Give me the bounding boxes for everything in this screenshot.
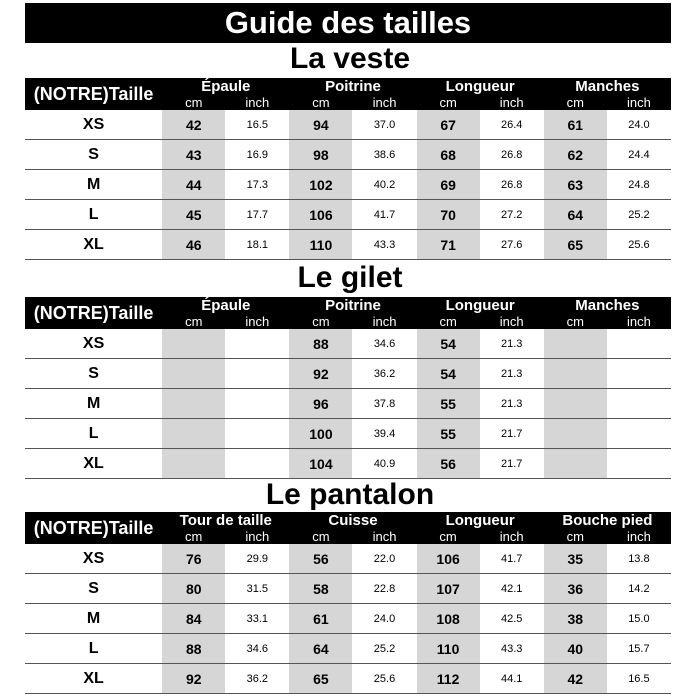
inch-value: 14.2 [607,574,671,604]
inch-value: 24.8 [607,170,671,200]
inch-value [607,389,671,419]
table-row [25,574,671,604]
inch-value: 26.4 [480,110,544,140]
table-row [25,359,671,389]
inch-value: 25.2 [607,200,671,230]
inch-value: 22.8 [352,574,416,604]
inch-value: 36.2 [352,359,416,389]
cm-value: 69 [417,170,480,200]
inch-value: 27.6 [480,230,544,260]
cm-value: 63 [544,170,607,200]
inch-value: 21.3 [480,389,544,419]
unit-inch-label: inch [352,95,416,110]
cm-value: 92 [162,664,225,694]
table-row [25,110,671,140]
cm-value: 65 [289,664,352,694]
measure-header: Longueur [417,512,544,529]
inch-value: 38.6 [352,140,416,170]
inch-value [607,329,671,359]
inch-value: 21.7 [480,449,544,479]
cm-value: 67 [417,110,480,140]
cm-value: 62 [544,140,607,170]
inch-value: 43.3 [352,230,416,260]
inch-value: 17.7 [225,200,289,230]
inch-value: 24.4 [607,140,671,170]
cm-value: 65 [544,230,607,260]
size-label: XS [25,544,162,574]
measure-header: Manches [544,297,671,314]
cm-value: 61 [289,604,352,634]
table-row [25,329,671,359]
inch-value: 16.5 [225,110,289,140]
inch-value: 27.2 [480,200,544,230]
inch-value [225,449,289,479]
size-label: L [25,419,162,449]
cm-value: 55 [417,419,480,449]
cm-value: 106 [417,544,480,574]
cm-value [162,389,225,419]
cm-value: 100 [289,419,352,449]
size-table [25,78,671,260]
inch-value: 41.7 [480,544,544,574]
unit-inch-label: inch [607,314,671,329]
inch-value: 44.1 [480,664,544,694]
inch-value: 39.4 [352,419,416,449]
cm-value: 107 [417,574,480,604]
table-row [25,140,671,170]
cm-value: 56 [417,449,480,479]
cm-value: 71 [417,230,480,260]
unit-cm-label: cm [544,529,607,544]
size-label: XL [25,449,162,479]
cm-value: 76 [162,544,225,574]
unit-cm-label: cm [162,95,225,110]
cm-value: 35 [544,544,607,574]
inch-value: 13.8 [607,544,671,574]
unit-inch-label: inch [352,314,416,329]
table-row [25,230,671,260]
cm-value [544,419,607,449]
cm-value: 55 [417,389,480,419]
measure-header: Bouche pied [544,512,671,529]
cm-value: 112 [417,664,480,694]
size-column-header: (NOTRE)Taille [25,512,162,544]
size-label: XL [25,664,162,694]
inch-value: 24.0 [352,604,416,634]
unit-inch-label: inch [225,529,289,544]
size-label: S [25,140,162,170]
cm-value: 38 [544,604,607,634]
table-row [25,544,671,574]
cm-value: 70 [417,200,480,230]
cm-value [544,389,607,419]
table-row [25,389,671,419]
cm-value: 42 [162,110,225,140]
inch-value: 21.3 [480,359,544,389]
inch-value: 16.5 [607,664,671,694]
cm-value [162,419,225,449]
inch-value: 34.6 [225,634,289,664]
size-label: XS [25,329,162,359]
section-title: Le pantalon [265,478,435,511]
unit-cm-label: cm [162,314,225,329]
size-label: M [25,604,162,634]
measure-header: Poitrine [289,297,416,314]
cm-value: 68 [417,140,480,170]
cm-value: 54 [417,359,480,389]
cm-value: 88 [162,634,225,664]
inch-value: 31.5 [225,574,289,604]
inch-value: 16.9 [225,140,289,170]
cm-value: 110 [289,230,352,260]
table-row [25,449,671,479]
unit-inch-label: inch [480,529,544,544]
size-label: L [25,200,162,230]
measure-header: Épaule [162,297,289,314]
measure-header: Longueur [417,297,544,314]
inch-value: 37.8 [352,389,416,419]
cm-value: 102 [289,170,352,200]
size-label: XS [25,110,162,140]
inch-value [225,329,289,359]
inch-value: 36.2 [225,664,289,694]
inch-value: 17.3 [225,170,289,200]
cm-value: 88 [289,329,352,359]
inch-value [225,419,289,449]
cm-value: 96 [289,389,352,419]
size-label: XL [25,230,162,260]
inch-value: 18.1 [225,230,289,260]
cm-value: 36 [544,574,607,604]
inch-value: 42.5 [480,604,544,634]
inch-value: 26.8 [480,140,544,170]
unit-inch-label: inch [607,529,671,544]
unit-inch-label: inch [480,314,544,329]
table-row [25,664,671,694]
measure-header: Tour de taille [162,512,289,529]
unit-cm-label: cm [417,95,480,110]
size-label: M [25,389,162,419]
inch-value [607,449,671,479]
inch-value: 25.6 [352,664,416,694]
unit-cm-label: cm [544,95,607,110]
cm-value: 40 [544,634,607,664]
cm-value: 106 [289,200,352,230]
unit-cm-label: cm [417,314,480,329]
unit-inch-label: inch [352,529,416,544]
inch-value: 42.1 [480,574,544,604]
cm-value: 54 [417,329,480,359]
inch-value: 37.0 [352,110,416,140]
cm-value: 61 [544,110,607,140]
cm-value: 64 [544,200,607,230]
cm-value: 80 [162,574,225,604]
inch-value: 40.9 [352,449,416,479]
size-label: S [25,359,162,389]
unit-inch-label: inch [480,95,544,110]
measure-header: Cuisse [289,512,416,529]
size-table [25,297,671,479]
unit-cm-label: cm [544,314,607,329]
cm-value [544,449,607,479]
cm-value: 45 [162,200,225,230]
cm-value: 104 [289,449,352,479]
cm-value: 64 [289,634,352,664]
cm-value: 110 [417,634,480,664]
section-title: La veste [289,42,411,75]
table-row [25,170,671,200]
cm-value [544,329,607,359]
unit-cm-label: cm [162,529,225,544]
cm-value: 108 [417,604,480,634]
measure-header: Épaule [162,78,289,95]
cm-value [162,449,225,479]
cm-value: 46 [162,230,225,260]
inch-value [607,359,671,389]
cm-value [544,359,607,389]
size-column-header: (NOTRE)Taille [25,78,162,110]
size-label: S [25,574,162,604]
size-label: L [25,634,162,664]
inch-value: 29.9 [225,544,289,574]
table-row [25,200,671,230]
measure-header: Longueur [417,78,544,95]
inch-value: 15.7 [607,634,671,664]
unit-cm-label: cm [417,529,480,544]
measure-header: Poitrine [289,78,416,95]
cm-value: 92 [289,359,352,389]
inch-value: 21.3 [480,329,544,359]
table-row [25,419,671,449]
inch-value: 34.6 [352,329,416,359]
unit-cm-label: cm [289,314,352,329]
inch-value: 24.0 [607,110,671,140]
cm-value: 42 [544,664,607,694]
unit-cm-label: cm [289,95,352,110]
inch-value [225,359,289,389]
unit-inch-label: inch [225,314,289,329]
cm-value: 43 [162,140,225,170]
inch-value [607,419,671,449]
cm-value: 44 [162,170,225,200]
cm-value: 58 [289,574,352,604]
inch-value: 25.2 [352,634,416,664]
inch-value: 40.2 [352,170,416,200]
cm-value: 84 [162,604,225,634]
inch-value: 43.3 [480,634,544,664]
cm-value: 98 [289,140,352,170]
size-label: M [25,170,162,200]
inch-value: 22.0 [352,544,416,574]
inch-value: 25.6 [607,230,671,260]
cm-value [162,329,225,359]
size-column-header: (NOTRE)Taille [25,297,162,329]
cm-value: 94 [289,110,352,140]
inch-value: 41.7 [352,200,416,230]
table-row [25,604,671,634]
unit-inch-label: inch [607,95,671,110]
inch-value: 33.1 [225,604,289,634]
measure-header: Manches [544,78,671,95]
unit-inch-label: inch [225,95,289,110]
size-table [25,512,671,694]
page-title: Guide des tailles [25,3,671,43]
cm-value [162,359,225,389]
inch-value: 15.0 [607,604,671,634]
table-row [25,634,671,664]
inch-value [225,389,289,419]
unit-cm-label: cm [289,529,352,544]
inch-value: 26.8 [480,170,544,200]
inch-value: 21.7 [480,419,544,449]
cm-value: 56 [289,544,352,574]
section-title: Le gilet [297,261,403,294]
